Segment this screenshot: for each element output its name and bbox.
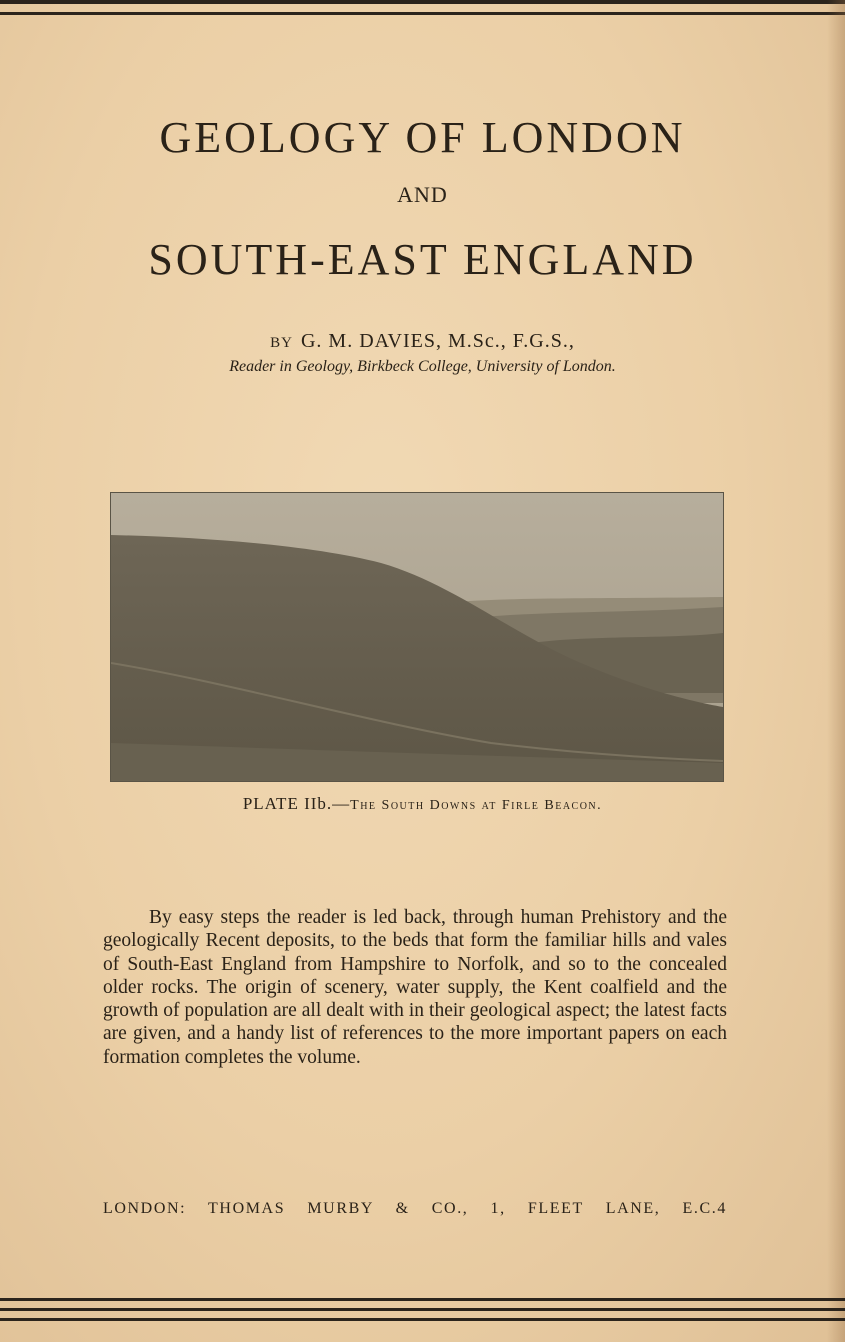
plate-label: PLATE IIb.— — [242, 794, 351, 813]
author-line — [0, 330, 845, 353]
south-downs-landscape — [111, 493, 723, 781]
plate-caption — [0, 794, 845, 814]
author-name: G. M. DAVIES, M.Sc., F.G.S., — [300, 330, 575, 352]
author-by: BY — [270, 335, 293, 351]
book-description: By easy steps the reader is led back, through human Prehistory and the geologically Recent deposits, to the beds that form the familiar hills and vales of South-East England from Hampshire to Norfolk, and so to the concealed older rocks. The origin of scenery, water supply, the Kent coalfield and the growth of population are all dealt with in their geological aspect; the latest facts are given, and a handy list of references to the more important papers on each formation completes the volume. — [103, 907, 727, 1068]
plate-photograph — [110, 492, 724, 782]
bottom-border-rules — [0, 1298, 845, 1328]
author-affiliation: Reader in Geology, Birkbeck College, University of London. — [229, 358, 616, 375]
plate-caption-text: The South Downs at Firle Beacon. — [350, 798, 603, 813]
title-conjunction: AND — [397, 182, 448, 207]
title-line-1: GEOLOGY OF LONDON — [159, 113, 686, 162]
top-border-rules — [0, 0, 845, 19]
publisher-imprint: LONDON: THOMAS MURBY & CO., 1, FLEET LANE, E.C.4 — [103, 1200, 727, 1217]
title-line-2: SOUTH-EAST ENGLAND — [148, 235, 697, 284]
